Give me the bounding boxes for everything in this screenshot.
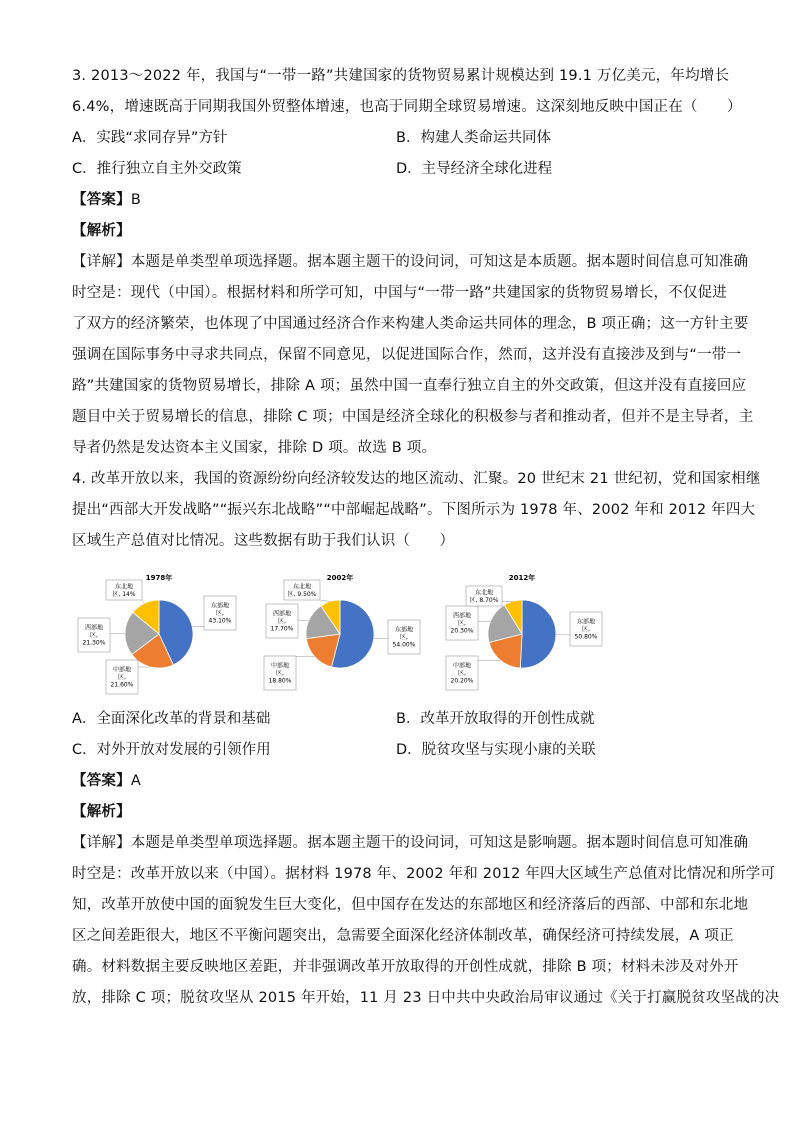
data-label-east: 东部地区, 50.80%	[574, 618, 598, 641]
q4-option-a[interactable]: A．全面深化改革的背景和基础	[72, 711, 271, 727]
q3-answer-value: B	[130, 192, 141, 208]
data-label-central: 中部地区, 20.20%	[450, 662, 474, 685]
q4-detail-line-5: 确。材料数据主要反映地区差距，并非强调改革开放取得的开创性成就，排除 B 项；材料未涉及对外开	[72, 959, 739, 975]
data-label-east: 东部地区, 54.00%	[392, 626, 416, 649]
q3-detail-line-4: 强调在国际事务中寻求共同点，保留不同意见，以促进国际合作，然而，这并没有直接涉及到与“一带一	[72, 347, 742, 363]
chart-title: 1978年	[145, 574, 173, 582]
data-label-northeast: 东北地区, 14%	[112, 583, 136, 598]
q3-option-d[interactable]: D．主导经济全球化进程	[396, 161, 553, 177]
pie-slice-east	[520, 600, 556, 668]
pie-charts-group	[72, 568, 632, 698]
data-label-northeast: 东北地区, 8.70%	[469, 589, 499, 604]
q4-detail-line-1: 【详解】本题是单类型单项选择题。据本题主题干的设问词，可知这是影响题。据本题时间信息可知准确	[72, 835, 749, 851]
q4-option-c[interactable]: C．对外开放对发展的引领作用	[72, 742, 271, 758]
chart-title: 2012年	[508, 574, 536, 582]
data-label-central: 中部地区, 21.60%	[110, 666, 134, 689]
q4-detail-line-6: 放，排除 C 项；脱贫攻坚从 2015 年开始，11 月 23 日中共中央政治局审议通过《关于打赢脱贫攻坚战的决	[72, 990, 780, 1006]
q3-detail-line-2: 时空是：现代（中国）。根据材料和所学可知，中国与“一带一路”共建国家的货物贸易增长，不仅促进	[72, 285, 727, 301]
pie-chart-2012	[444, 568, 614, 698]
data-label-west: 西部地区, 20.30%	[450, 612, 474, 635]
q3-detail-line-3: 了双方的经济繁荣，也体现了中国通过经济合作来构建人类命运共同体的理念，B 项正确；这一方针主要	[72, 316, 749, 332]
q3-stem-line-2: 6.4%，增速既高于同期我国外贸整体增速，也高于同期全球贸易增速。这深刻地反映中国正在（ ）	[72, 99, 742, 115]
q4-answer-label: 【答案】	[72, 773, 131, 789]
q4-stem-line-3: 区域生产总值对比情况。这些数据有助于我们认识（ ）	[72, 533, 455, 549]
pie-chart-1978	[72, 568, 242, 698]
q4-answer-value: A	[130, 773, 141, 789]
data-label-east: 东部地区, 43.10%	[208, 602, 232, 625]
data-label-central: 中部地区, 18.80%	[268, 662, 292, 685]
q3-detail-line-7: 导者仍然是发达资本主义国家，排除 D 项。故选 B 项。	[72, 440, 437, 456]
q4-answer	[72, 771, 722, 791]
q3-option-a[interactable]: A．实践“求同存异”方针	[72, 130, 228, 146]
q4-stem-line-2: 提出“西部大开发战略”“振兴东北战略”“中部崛起战略”。下图所示为 1978 年、2002 年和 2012 年四大	[72, 502, 756, 518]
q3-option-b[interactable]: B．构建人类命运共同体	[396, 130, 551, 146]
q3-detail-line-6: 题目中关于贸易增长的信息，排除 C 项；中国是经济全球化的积极参与者和推动者，但并不是主导者，主	[72, 409, 754, 425]
leader-line-northeast	[320, 600, 330, 602]
q3-answer	[72, 190, 722, 210]
q3-detail-line-1: 【详解】本题是单类型单项选择题。据本题主题干的设问词，可知这是本质题。据本题时间信息可知准确	[72, 254, 749, 270]
q4-stem-line-1: 4. 改革开放以来，我国的资源纷纷向经济较发达的地区流动、汇聚。20 世纪末 21 世纪初，党和国家相继	[72, 471, 761, 487]
pie-chart-2002	[262, 568, 432, 698]
data-label-west: 西部地区, 21.30%	[82, 624, 106, 647]
q4-detail-line-3: 知，改革开放使中国的面貌发生巨大变化，但中国存在发达的东部地区和经济落后的西部、中部和东北地	[72, 897, 749, 913]
chart-title: 2002年	[326, 574, 354, 582]
q3-stem-line-1: 3. 2013～2022 年，我国与“一带一路”共建国家的货物贸易累计规模达到 19.1 万亿美元，年均增长	[72, 68, 730, 84]
q4-analysis-label: 【解析】	[72, 804, 131, 820]
data-label-west: 西部地区, 17.70%	[270, 610, 294, 633]
data-label-northeast: 东北地区, 9.50%	[287, 583, 317, 598]
q4-option-d[interactable]: D．脱贫攻坚与实现小康的关联	[396, 742, 596, 758]
q3-analysis-label: 【解析】	[72, 223, 131, 239]
q3-option-c[interactable]: C．推行独立自主外交政策	[72, 161, 242, 177]
q4-detail-line-2: 时空是：改革开放以来（中国）。据材料 1978 年、2002 年和 2012 年四大区域生产总值对比情况和所学可	[72, 866, 776, 882]
q4-option-b[interactable]: B．改革开放取得的开创性成就	[396, 711, 595, 727]
q4-detail-line-4: 区之间差距很大，地区不平衡问题突出，急需要全面深化经济体制改革，确保经济可持续发展，A 项正	[72, 928, 734, 944]
q3-detail-line-5: 路”共建国家的货物贸易增长，排除 A 项；虽然中国一直奉行独立自主的外交政策，但这并没有直接回应	[72, 378, 747, 394]
leader-line-northeast	[142, 600, 145, 603]
q3-answer-label: 【答案】	[72, 192, 131, 208]
